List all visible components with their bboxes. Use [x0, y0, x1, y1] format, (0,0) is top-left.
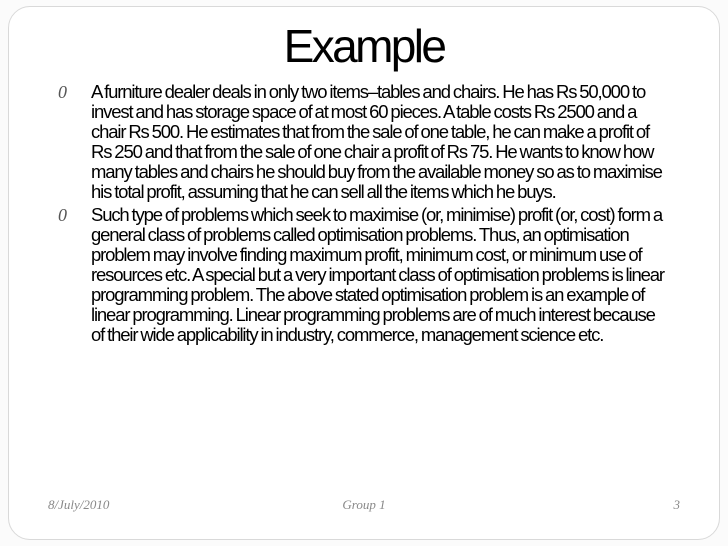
bullet-list — [56, 82, 666, 348]
bullet-text: A furniture dealer deals in only two items–tables and chairs. He has Rs 50,000 to invest and has storage space of at most 60 pieces. A table costs Rs 2500 and a chair Rs 500. He estimates that from the sale of one table, he can make a profit of Rs 250 and that from the sale of one chair a profit of Rs 75. He wants to know how many tables and chairs he should buy from the available money so as to maximise his total profit, assuming that he can sell all the items which he buys. — [91, 81, 662, 202]
slide-title: Example — [283, 20, 445, 72]
footer-center-text: Group 1 — [342, 497, 386, 512]
footer-date: 8/July/2010 — [48, 497, 110, 512]
bullet-marker-icon: 0 — [58, 205, 67, 225]
bullet-item — [56, 205, 666, 345]
bullet-text: Such type of problems which seek to maximise (or, minimise) profit (or, cost) form a general class of problems called optimisation problems. Thus, an optimisation problem may involve finding maximum profit, minimum cost, or minimum use of resources etc. A special but a very important class of optimisation problems is linear programming problem. The above stated optimisation problem is an example of linear programming. Linear programming problems are of much interest because of their wide applicability in industry, commerce, management science etc. — [91, 204, 664, 345]
bullet-marker-icon: 0 — [58, 82, 67, 102]
slide-number: 3 — [673, 497, 680, 512]
bullet-item — [56, 82, 666, 202]
